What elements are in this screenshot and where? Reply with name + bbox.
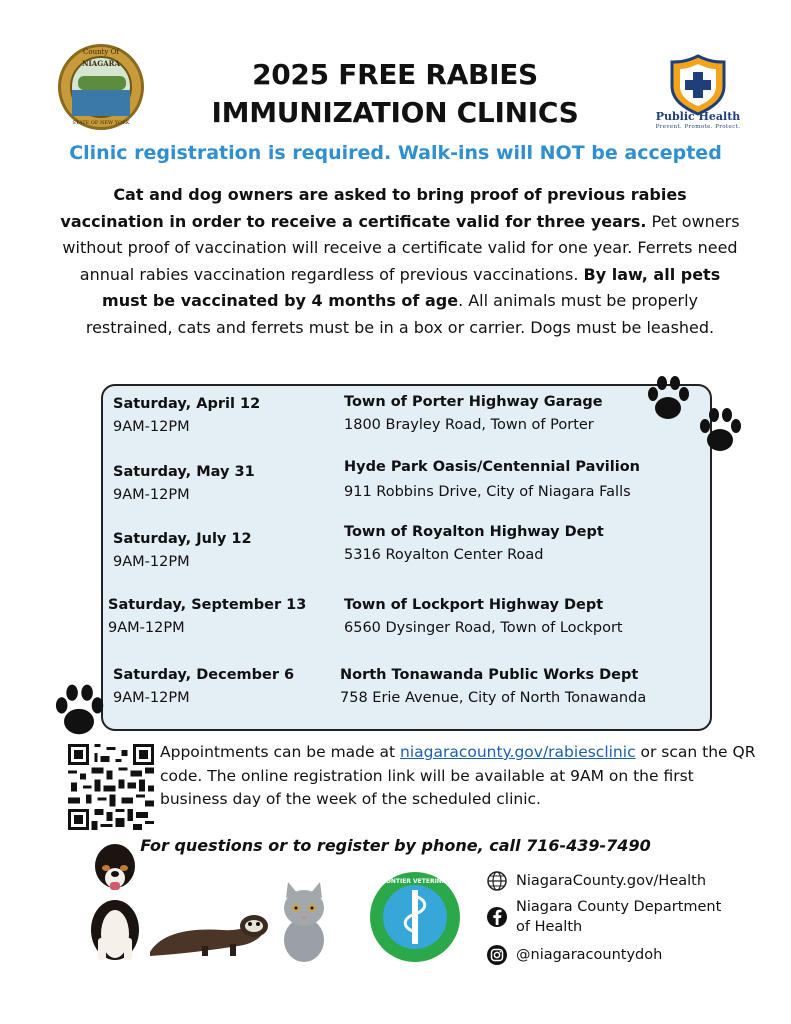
- clinic-address: 911 Robbins Drive, City of Niagara Falls: [344, 484, 631, 500]
- clinic-location: Town of Porter Highway Garage: [344, 394, 603, 410]
- clinic-date: Saturday, May 31: [113, 464, 255, 480]
- clinic-address: 758 Erie Avenue, City of North Tonawanda: [340, 690, 647, 706]
- veterinary-society-logo: [344, 870, 486, 964]
- intro-bold-proof: Cat and dog owners are asked to bring proof of previous rabies vaccination in order to receive a certificate valid for three years.: [60, 185, 687, 231]
- rabies-clinic-link[interactable]: niagaracounty.gov/rabiesclinic: [400, 743, 636, 761]
- dog-image: [84, 838, 146, 962]
- seal-mid-text: NIAGARA: [82, 59, 120, 68]
- phone-line: For questions or to register by phone, call 716-439-7490: [140, 836, 651, 855]
- contact-instagram[interactable]: [486, 944, 662, 966]
- appointment-text-2: or scan the QR code. The online registration link will be available at 9AM on the first business day of the week of the scheduled clinic.: [160, 743, 756, 808]
- paw-icon: [696, 404, 744, 456]
- clinic-date: Saturday, December 6: [113, 667, 295, 683]
- public-health-tagline: Prevent. Promote. Protect.: [655, 124, 741, 130]
- instagram-icon: [486, 944, 508, 966]
- clinic-address: 5316 Royalton Center Road: [344, 547, 544, 563]
- contact-web-text: NiagaraCounty.gov/Health: [516, 873, 707, 889]
- public-health-name: Public Health: [655, 110, 741, 123]
- facebook-line-1: Niagara County Department: [516, 899, 722, 915]
- intro-bold-law: By law, all pets must be vaccinated by 4 months of age: [102, 264, 721, 310]
- contact-web[interactable]: [486, 870, 706, 892]
- contact-facebook[interactable]: [486, 897, 721, 937]
- clinic-date: Saturday, July 12: [113, 531, 252, 547]
- intro-paragraph: [60, 182, 740, 341]
- appointment-text-1: Appointments can be made at: [160, 743, 400, 761]
- cat-image: [276, 880, 332, 964]
- clinic-time: 9AM-12PM: [113, 554, 190, 570]
- clinic-location: Town of Lockport Highway Dept: [344, 597, 604, 613]
- paw-icon: [644, 372, 692, 424]
- facebook-icon: [486, 906, 508, 928]
- clinic-address: 6560 Dysinger Road, Town of Lockport: [344, 620, 623, 636]
- paw-icon: [50, 680, 108, 740]
- contact-instagram-text: @niagaracountydoh: [516, 947, 663, 963]
- clinic-time: 9AM-12PM: [108, 620, 185, 636]
- clinic-location: North Tonawanda Public Works Dept: [340, 667, 639, 683]
- clinic-date: Saturday, September 13: [108, 597, 307, 613]
- clinic-date: Saturday, April 12: [113, 396, 261, 412]
- clinic-time: 9AM-12PM: [113, 419, 190, 435]
- intro-text-2: . All animals must be properly restrained, cats and ferrets must be in a box or carrier. Dogs must be leashed.: [85, 291, 715, 337]
- clinic-time: 9AM-12PM: [113, 487, 190, 503]
- page-title: [170, 56, 620, 132]
- title-line-2: IMMUNIZATION CLINICS: [211, 96, 579, 129]
- qr-code[interactable]: [68, 743, 154, 831]
- ferret-image: [142, 892, 272, 962]
- title-line-1: 2025 FREE RABIES: [252, 58, 538, 91]
- clinic-location: Hyde Park Oasis/Centennial Pavilion: [344, 459, 641, 475]
- clinic-address: 1800 Brayley Road, Town of Porter: [344, 417, 594, 433]
- intro-text-1: Pet owners without proof of vaccination will receive a certificate valid for one year. Ferrets need annual rabies vaccination regardless of previous vaccinations.: [62, 211, 740, 284]
- seal-bottom-text: STATE OF NEW YORK: [72, 120, 130, 126]
- clinic-time: 9AM-12PM: [113, 690, 190, 706]
- society-logo-text: NIAGARA FRONTIER VETERINARY SOCIETY: [344, 878, 486, 885]
- facebook-line-2: of Health: [516, 919, 583, 935]
- appointment-info: [160, 741, 760, 812]
- seal-top-text: County Of: [83, 48, 119, 56]
- clinic-location: Town of Royalton Highway Dept: [344, 524, 604, 540]
- globe-icon: [486, 870, 508, 892]
- registration-notice: Clinic registration is required. Walk-ins will NOT be accepted: [69, 142, 722, 164]
- niagara-county-seal: [58, 44, 144, 130]
- contact-facebook-text: [516, 897, 721, 937]
